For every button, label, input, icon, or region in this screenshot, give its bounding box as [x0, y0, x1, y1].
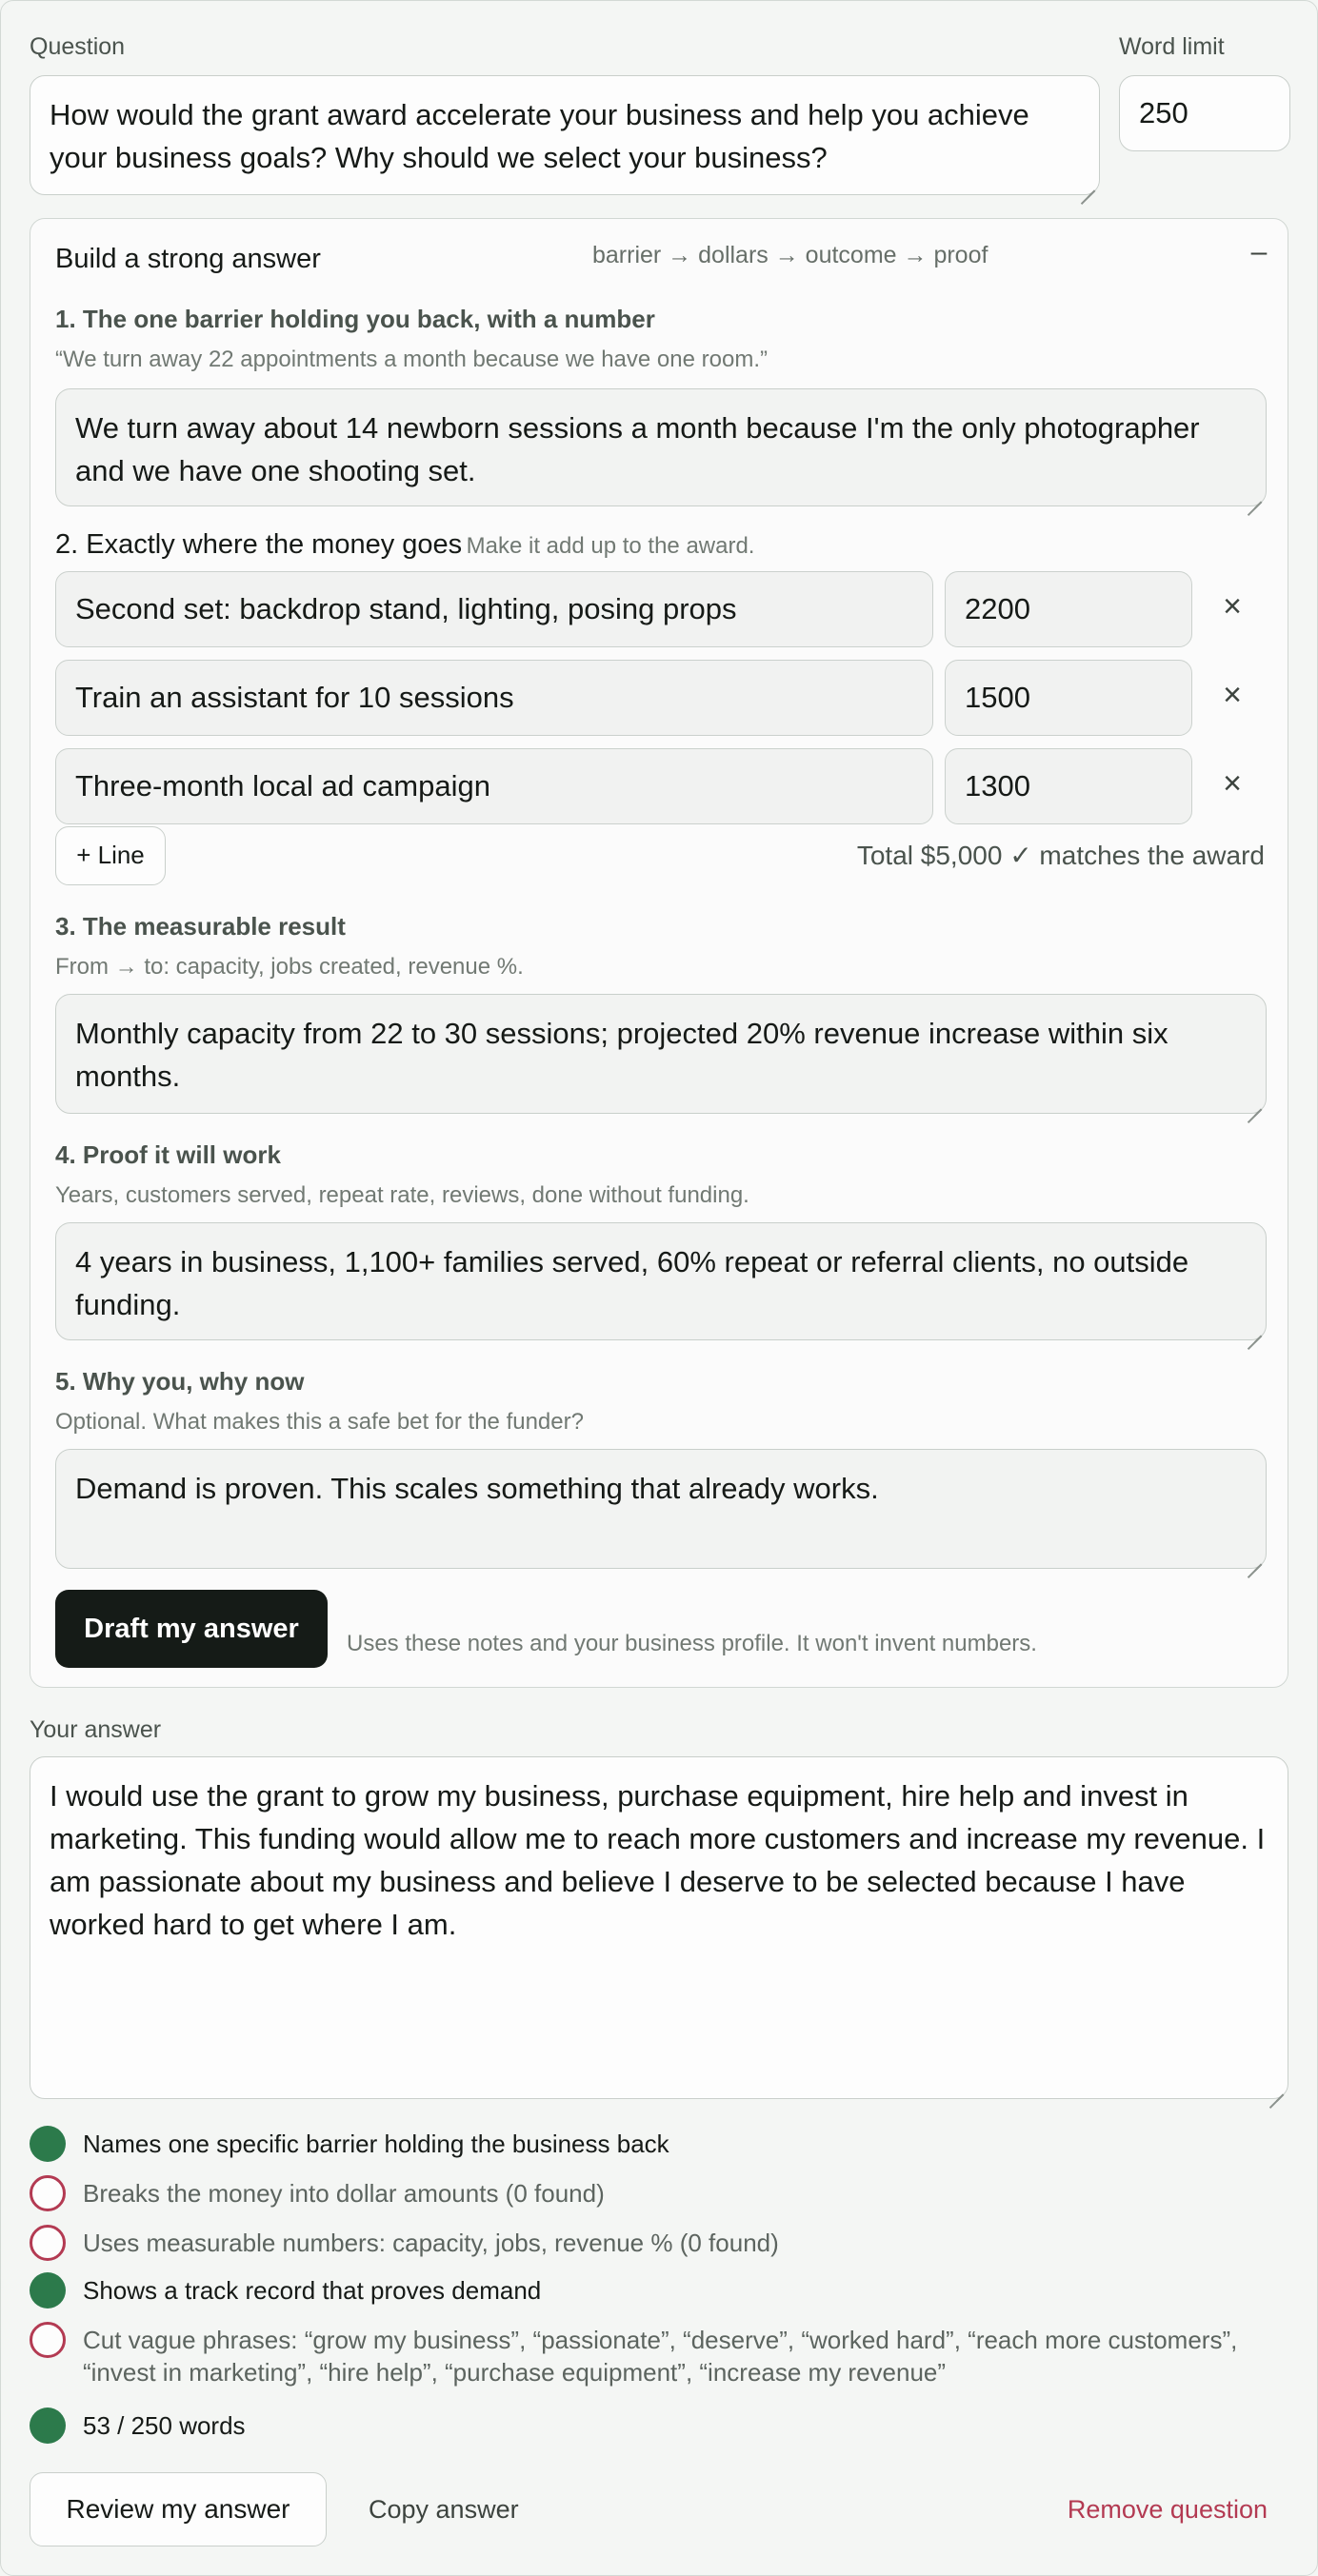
remove-question-button[interactable]: Remove question — [1067, 2495, 1268, 2524]
step1-title: 1. The one barrier holding you back, with a number — [55, 305, 655, 333]
answer-builder-card — [30, 218, 1288, 1688]
step2-heading — [55, 529, 754, 561]
word-limit-label: Word limit — [1119, 33, 1225, 60]
check-item-text: Uses measurable numbers: capacity, jobs, revenue % (0 found) — [83, 2229, 779, 2257]
word-limit-value: 250 — [1139, 96, 1188, 129]
barrier-text: We turn away about 14 newborn sessions a month because I'm the only photographer and we have one shooting set. — [75, 411, 1200, 487]
budget-line-description-input[interactable]: Train an assistant for 10 sessions — [55, 660, 933, 736]
step1-hint: “We turn away 22 appointments a month because we have one room.” — [55, 347, 768, 372]
step4-title: 4. Proof it will work — [55, 1140, 281, 1169]
word-count-text: 53 / 250 words — [83, 2411, 246, 2440]
remove-line-icon[interactable]: × — [1223, 588, 1242, 624]
budget-line-amount-input[interactable]: 1500 — [945, 660, 1192, 736]
check-failed-icon — [30, 2322, 66, 2358]
add-line-button[interactable]: + Line — [55, 826, 166, 885]
result-text: Monthly capacity from 22 to 30 sessions; projected 20% revenue increase within six months. — [75, 1017, 1168, 1093]
step5-hint: Optional. What makes this a safe bet for the funder? — [55, 1409, 584, 1435]
budget-line-description-input[interactable]: Three-month local ad campaign — [55, 748, 933, 824]
copy-answer-button[interactable]: Copy answer — [369, 2495, 519, 2524]
result-input[interactable] — [55, 994, 1267, 1114]
remove-line-icon[interactable]: × — [1223, 677, 1242, 713]
resize-handle-icon[interactable] — [1268, 2079, 1284, 2094]
check-passed-icon — [30, 2408, 66, 2444]
check-failed-icon — [30, 2225, 66, 2261]
step4-hint: Years, customers served, repeat rate, reviews, done without funding. — [55, 1182, 749, 1208]
resize-handle-icon[interactable] — [1247, 1320, 1262, 1336]
why-now-input[interactable] — [55, 1449, 1267, 1569]
budget-line-description-input[interactable]: Second set: backdrop stand, lighting, posing props — [55, 571, 933, 647]
answer-textarea[interactable] — [30, 1756, 1288, 2099]
check-item-text: Names one specific barrier holding the business back — [83, 2130, 669, 2158]
check-item-text: Shows a track record that proves demand — [83, 2276, 542, 2305]
resize-handle-icon[interactable] — [1247, 1094, 1262, 1109]
check-passed-icon — [30, 2272, 66, 2308]
resize-handle-icon[interactable] — [1247, 1549, 1262, 1564]
builder-formula: barrier → dollars → outcome → proof — [592, 242, 988, 268]
draft-answer-button[interactable]: Draft my answer — [55, 1590, 328, 1668]
step2-title: 2. Exactly where the money goes — [55, 529, 463, 560]
proof-input[interactable] — [55, 1222, 1267, 1340]
step3-title: 3. The measurable result — [55, 912, 346, 941]
question-label: Question — [30, 33, 126, 60]
builder-title: Build a strong answer — [55, 244, 321, 274]
budget-line-amount-input[interactable]: 2200 — [945, 571, 1192, 647]
collapse-icon[interactable]: – — [1250, 236, 1268, 268]
step2-hint: Make it add up to the award. — [466, 533, 755, 559]
draft-note: Uses these notes and your business profile. It won't invent numbers. — [347, 1631, 1037, 1656]
question-input[interactable] — [30, 75, 1100, 195]
answer-label: Your answer — [30, 1716, 162, 1743]
resize-handle-icon[interactable] — [1080, 175, 1095, 190]
check-failed-icon — [30, 2175, 66, 2211]
budget-total: Total $5,000 ✓ matches the award — [856, 841, 1265, 870]
check-item-text: Cut vague phrases: “grow my business”, “passionate”, “deserve”, “worked hard”, “reach more customers”, “invest in marketing”, “hire help”, “purchase equipment”, “increase my revenue” — [83, 2326, 1238, 2387]
why-now-text: Demand is proven. This scales something that already works. — [75, 1472, 879, 1505]
check-item-text: Breaks the money into dollar amounts (0 found) — [83, 2179, 605, 2208]
proof-text: 4 years in business, 1,100+ families served, 60% repeat or referral clients, no outside funding. — [75, 1245, 1189, 1321]
barrier-input[interactable] — [55, 388, 1267, 506]
step5-title: 5. Why you, why now — [55, 1367, 305, 1396]
word-limit-input[interactable] — [1119, 75, 1290, 151]
answer-text: I would use the grant to grow my business, purchase equipment, hire help and invest in marketing. This funding would allow me to reach more customers and increase my revenue. I am passionate about my business and believe I deserve to be selected because I have worked hard to get where I am. — [50, 1779, 1266, 1941]
resize-handle-icon[interactable] — [1247, 486, 1262, 502]
check-passed-icon — [30, 2126, 66, 2162]
question-text: How would the grant award accelerate your business and help you achieve your business goals? Why should we select your business? — [50, 98, 1029, 174]
review-answer-button[interactable]: Review my answer — [30, 2472, 327, 2546]
budget-line-amount-input[interactable]: 1300 — [945, 748, 1192, 824]
step3-hint: From → to: capacity, jobs created, revenue %. — [55, 954, 524, 980]
remove-line-icon[interactable]: × — [1223, 765, 1242, 802]
